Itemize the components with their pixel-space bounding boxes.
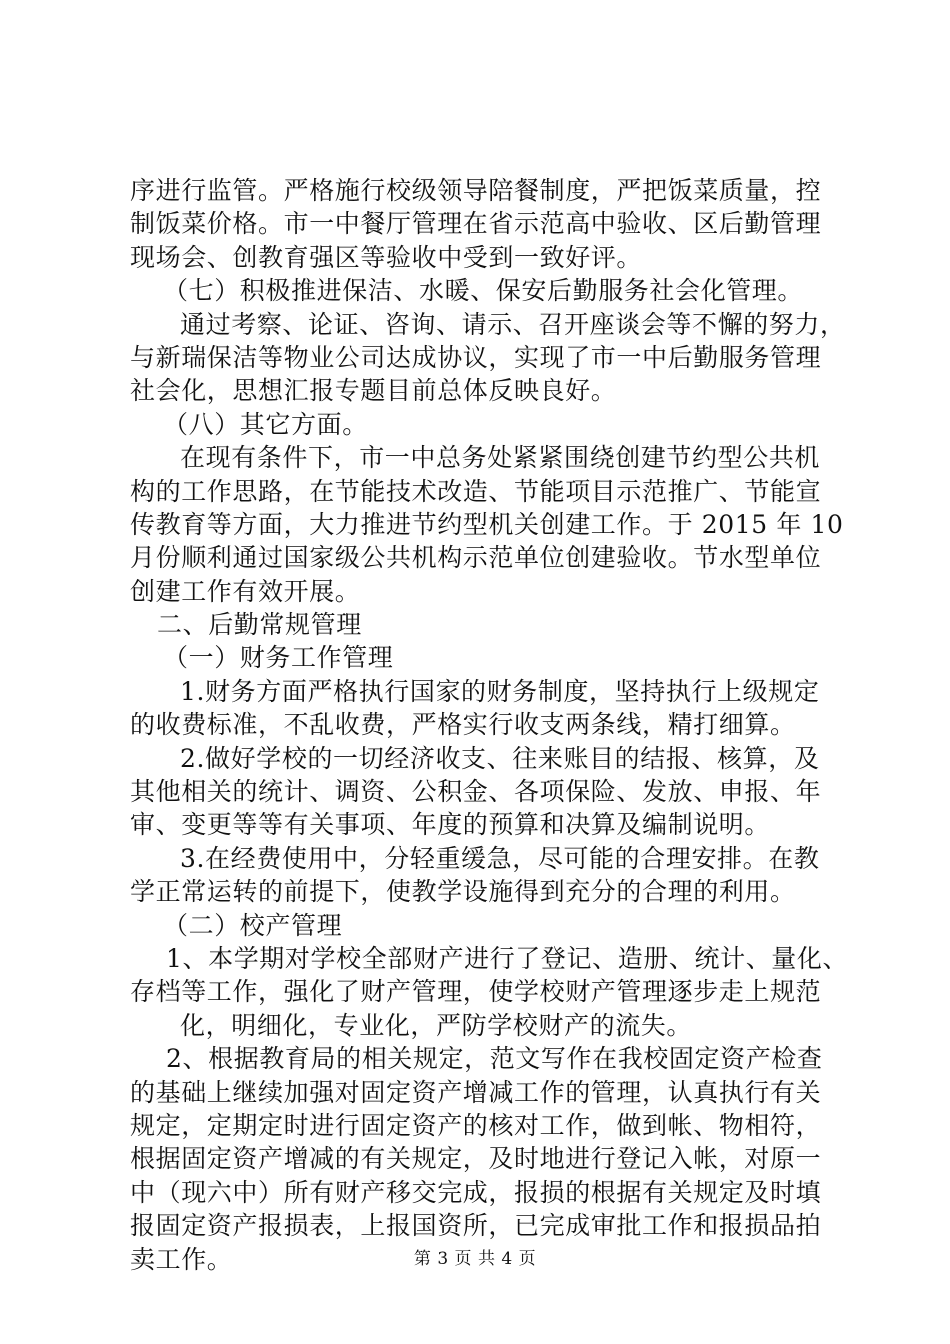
text-line: 存档等工作，强化了财产管理，使学校财产管理逐步走上规范 <box>130 977 822 1007</box>
text-line: 1.财务方面严格执行国家的财务制度，坚持执行上级规定 <box>180 676 820 706</box>
text-line: 制饭菜价格。市一中餐厅管理在省示范高中验收、区后勤管理 <box>130 209 822 239</box>
text-line: 学正常运转的前提下，使教学设施得到充分的合理的利用。 <box>130 877 796 907</box>
section-heading: （一）财务工作管理 <box>163 643 394 673</box>
text-line: 月份顺利通过国家级公共机构示范单位创建验收。节水型单位 <box>130 543 822 573</box>
text-line: 创建工作有效开展。 <box>130 576 361 606</box>
section-heading: 二、后勤常规管理 <box>157 610 362 640</box>
text-line: 其他相关的统计、调资、公积金、各项保险、发放、申报、年 <box>130 777 822 807</box>
text-line: 化，明细化，专业化，严防学校财产的流失。 <box>180 1010 693 1040</box>
text-line: 现场会、创教育强区等验收中受到一致好评。 <box>130 242 643 272</box>
text-line: 在现有条件下，市一中总务处紧紧围绕创建节约型公共机 <box>180 443 821 473</box>
text-line: 构的工作思路，在节能技术改造、节能项目示范推广、节能宣 <box>130 476 822 506</box>
section-heading: （八）其它方面。 <box>163 409 368 439</box>
text-line: 与新瑞保洁等物业公司达成协议，实现了市一中后勤服务管理 <box>130 342 822 372</box>
section-heading: （二）校产管理 <box>163 910 343 940</box>
text-line: 通过考察、论证、咨询、请示、召开座谈会等不懈的努力， <box>180 309 846 339</box>
text-line: 规定，定期定时进行固定资产的核对工作，做到帐、物相符， <box>130 1110 822 1140</box>
text-line: 2.做好学校的一切经济收支、往来账目的结报、核算，及 <box>180 743 820 773</box>
text-line: 卖工作。 <box>130 1244 233 1274</box>
text-line: 根据固定资产增减的有关规定，及时地进行登记入帐，对原一 <box>130 1144 822 1174</box>
text-line: 中（现六中）所有财产移交完成，报损的根据有关规定及时填 <box>130 1177 822 1207</box>
text-line: 3.在经费使用中，分轻重缓急，尽可能的合理安排。在教 <box>180 843 820 873</box>
text-line: 的收费标准，不乱收费，严格实行收支两条线，精打细算。 <box>130 710 796 740</box>
text-line: 审、变更等等有关事项、年度的预算和决算及编制说明。 <box>130 810 771 840</box>
text-line: 1、本学期对学校全部财产进行了登记、造册、统计、量化、 <box>166 943 849 973</box>
text-line: 社会化，思想汇报专题目前总体反映良好。 <box>130 376 617 406</box>
body-text <box>130 174 849 1276</box>
text-line: 2、根据教育局的相关规定，范文写作在我校固定资产检查 <box>166 1044 823 1074</box>
section-heading: （七）积极推进保洁、水暖、保安后勤服务社会化管理。 <box>163 276 804 306</box>
text-line: 报固定资产报损表，上报国资所，已完成审批工作和报损品拍 <box>130 1211 822 1241</box>
text-line: 的基础上继续加强对固定资产增减工作的管理，认真执行有关 <box>130 1077 822 1107</box>
page-number-footer: 第 3 页 共 4 页 <box>413 1249 537 1269</box>
text-line: 传教育等方面，大力推进节约型机关创建工作。于 2015 年 10 <box>130 509 844 539</box>
text-line: 序进行监管。严格施行校级领导陪餐制度，严把饭菜质量，控 <box>130 176 822 205</box>
